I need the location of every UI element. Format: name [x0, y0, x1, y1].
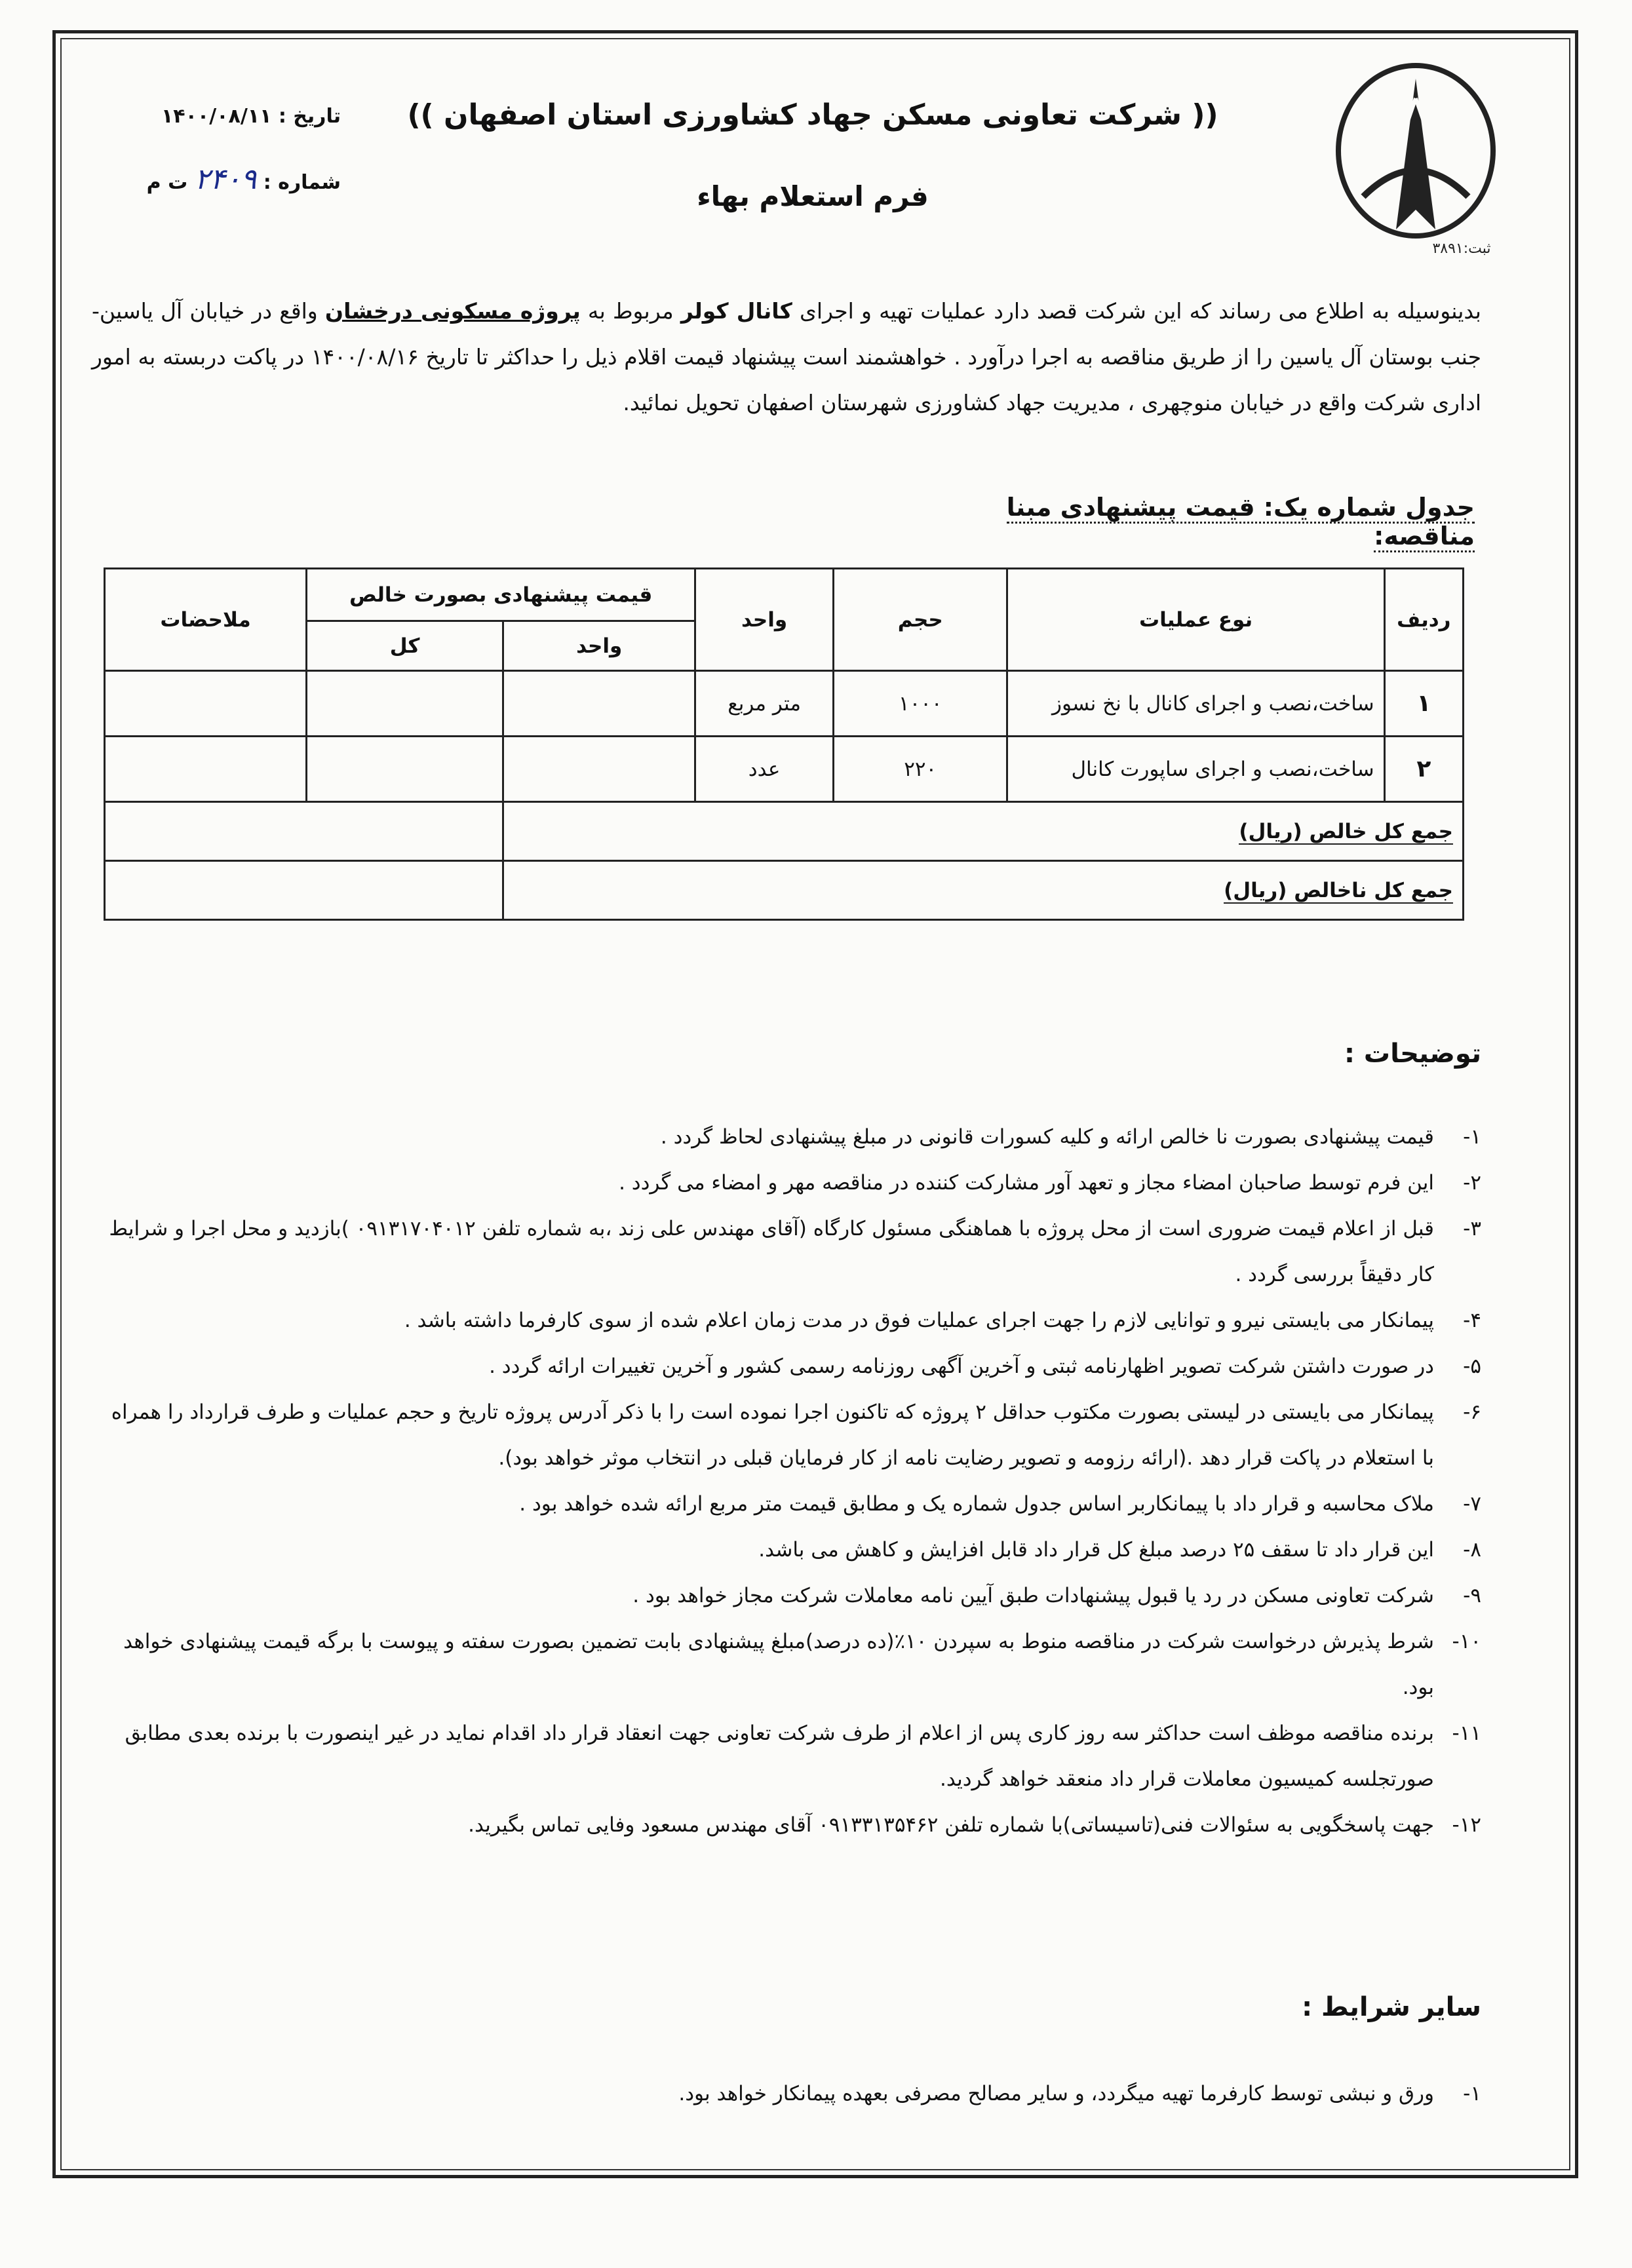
note-text: ملاک محاسبه و قرار داد با پیمانکاربر اساس جدول شماره یک و مطابق قیمت متر مربع ارائه شده خواهد بود .	[519, 1492, 1434, 1516]
form-title: فرم استعلام بهاء	[697, 180, 929, 212]
row-unit: متر مربع	[695, 671, 834, 737]
list-item	[105, 1573, 1481, 1619]
note-number: ۱-	[1463, 2082, 1481, 2105]
intro-project-item: کانال کولر	[680, 298, 792, 324]
list-item	[105, 1802, 1481, 1848]
note-number: ۴-	[1463, 1309, 1481, 1332]
notes-title: توضیحات :	[1344, 1039, 1481, 1069]
note-number: ۱-	[1463, 1125, 1481, 1149]
table-row	[105, 671, 1464, 737]
list-item	[105, 1389, 1481, 1481]
intro-paragraph	[92, 288, 1481, 426]
note-number: ۱۱-	[1452, 1721, 1481, 1745]
company-logo	[1317, 46, 1514, 262]
row-price-total	[307, 737, 503, 802]
total-net-row	[105, 802, 1464, 861]
header-price-unit: واحد	[503, 621, 695, 671]
list-item	[105, 1297, 1481, 1343]
row-operation: ساخت،نصب و اجرای کانال با نخ نسوز	[1007, 671, 1384, 737]
note-text: پیمانکار می بایستی نیرو و توانایی لازم را جهت اجرای عملیات فوق در مدت زمان اعلام شده از سوی کارفرما داشته باشد .	[404, 1309, 1434, 1332]
row-price-total	[307, 671, 503, 737]
list-item	[105, 1619, 1481, 1710]
note-text: پیمانکار می بایستی در لیستی بصورت مکتوب حداقل ۲ پروژه که تاکنون اجرا نموده است را با ذکر آدرس پروژه تاریخ و حجم عملیات و طرف قرارداد را همراه با استعلام در پاکت قرار دهد .(ارائه رزومه و تصویر رضایت نامه از کار فرمایان قبلی در انتخاب موثر خواهد بود).	[111, 1400, 1434, 1470]
header-unit: واحد	[695, 569, 834, 671]
note-text: قیمت پیشنهادی بصورت نا خالص ارائه و کلیه کسورات قانونی در مبلغ پیشنهادی لحاظ گردد .	[660, 1125, 1434, 1149]
logo-reg-number: ثبت:۳۸۹۱	[1432, 240, 1491, 257]
note-number: ۱۰-	[1452, 1630, 1481, 1653]
total-net-label	[503, 802, 1464, 861]
date-number-block	[131, 85, 341, 214]
note-text: شرط پذیرش درخواست شرکت در مناقصه منوط به سپردن ۱۰٪(ده درصد)مبلغ پیشنهادی بابت تضمین بصورت سفته و پیوست با برگه قیمت پیشنهادی خواهد بود.	[123, 1630, 1434, 1699]
header-row-no: ردیف	[1384, 569, 1463, 671]
date-label: تاریخ :	[278, 105, 341, 128]
row-no: ۲	[1384, 737, 1463, 802]
number-suffix: ت م	[146, 171, 188, 194]
other-conditions-title: سایر شرایط :	[1302, 1992, 1481, 2022]
header-operation: نوع عملیات	[1007, 569, 1384, 671]
intro-text-1: بدینوسیله به اطلاع می رساند که این شرکت قصد دارد عملیات تهیه و اجرای	[799, 298, 1481, 324]
intro-text-2: مربوط به	[587, 298, 674, 324]
note-text: قبل از اعلام قیمت ضروری است از محل پروژه با هماهنگی مسئول کارگاه (آقای مهندس علی زند ،به شماره تلفن ۰۹۱۳۱۷۰۴۰۱۲ )بازدید و محل اجرا و شرایط کار دقیقاً بررسی گردد .	[109, 1217, 1434, 1286]
list-item	[105, 2071, 1481, 2117]
table-title	[918, 493, 1475, 550]
total-net-value	[105, 802, 503, 861]
total-net-text: جمع کل خالص (ریال)	[1239, 819, 1453, 843]
number-value: ۲۴۰۹	[194, 163, 257, 196]
list-item	[105, 1710, 1481, 1802]
note-number: ۸-	[1463, 1538, 1481, 1562]
company-title: (( شرکت تعاونی مسکن جهاد کشاورزی استان اصفهان ))	[407, 98, 1218, 132]
note-text: این فرم توسط صاحبان امضاء مجاز و تعهد آور مشارکت کننده در مناقصه مهر و امضاء می گردد .	[619, 1171, 1434, 1195]
row-volume: ۱۰۰۰	[833, 671, 1007, 737]
date-value: ۱۴۰۰/۰۸/۱۱	[161, 105, 272, 128]
row-remarks	[105, 737, 307, 802]
list-item	[105, 1160, 1481, 1206]
row-volume: ۲۲۰	[833, 737, 1007, 802]
header-price-group: قیمت پیشنهادی بصورت خالص	[307, 569, 695, 621]
row-price-unit	[503, 671, 695, 737]
row-operation: ساخت،نصب و اجرای ساپورت کانال	[1007, 737, 1384, 802]
note-number: ۶-	[1463, 1400, 1481, 1424]
intro-project-name: پروژه مسکونی درخشان	[324, 298, 581, 324]
list-item	[105, 1114, 1481, 1160]
header-volume: حجم	[833, 569, 1007, 671]
note-number: ۱۲-	[1452, 1813, 1481, 1837]
number-label: شماره :	[263, 171, 341, 194]
row-price-unit	[503, 737, 695, 802]
note-text: ورق و نبشی توسط کارفرما تهیه میگردد، و سایر مصالح مصرفی بعهده پیمانکار خواهد بود.	[678, 2082, 1434, 2105]
list-item	[105, 1343, 1481, 1389]
row-no: ۱	[1384, 671, 1463, 737]
list-item	[105, 1206, 1481, 1297]
note-text: برنده مناقصه موظف است حداکثر سه روز کاری پس از اعلام از طرف شرکت تعاونی جهت انعقاد قرار داد اقدام نماید در غیر اینصورت با برنده بعدی مطابق صورتجلسه کمیسیون معاملات قرار داد منعقد خواهد گردید.	[125, 1721, 1434, 1791]
notes-list	[105, 1114, 1481, 1848]
header-price-total: کل	[307, 621, 503, 671]
note-text: جهت پاسخگویی به سئوالات فنی(تاسیساتی)با شماره تلفن ۰۹۱۳۳۱۳۵۴۶۲ آقای مهندس مسعود وفایی تماس بگیرید.	[468, 1813, 1434, 1837]
intro-text-3: واقع در خیابان آل یاسین-جنب بوستان آل یاسین را از طریق مناقصه به اجرا درآورد . خواهشمند است پیشنهاد قیمت اقلام ذیل را حداکثر تا تاریخ ۱۴۰۰/۰۸/۱۶ در پاکت دربسته به امور اداری شرکت واقع در خیابان منوچهری ، مدیریت جهاد کشاورزی شهرستان اصفهان تحویل نمائید.	[92, 298, 1481, 415]
list-item	[105, 1481, 1481, 1527]
note-number: ۲-	[1463, 1171, 1481, 1195]
note-text: شرکت تعاونی مسکن در رد یا قبول پیشنهادات طبق آیین نامه معاملات شرکت مجاز خواهد بود .	[632, 1584, 1434, 1607]
note-text: در صورت داشتن شرکت تصویر اظهارنامه ثبتی و آخرین آگهی روزنامه رسمی کشور و آخرین تغییرات ارائه گردد .	[489, 1355, 1434, 1378]
header-remarks: ملاحضات	[105, 569, 307, 671]
total-gross-value	[105, 861, 503, 920]
other-conditions-list	[105, 2071, 1481, 2117]
total-gross-row	[105, 861, 1464, 920]
note-number: ۵-	[1463, 1355, 1481, 1378]
note-number: ۹-	[1463, 1584, 1481, 1607]
table-title-text: جدول شماره یک: قیمت پیشنهادی مبنا مناقصه:	[1007, 493, 1475, 552]
total-gross-text: جمع کل ناخالص (ریال)	[1224, 878, 1453, 902]
note-number: ۷-	[1463, 1492, 1481, 1516]
table-row	[105, 737, 1464, 802]
row-remarks	[105, 671, 307, 737]
list-item	[105, 1527, 1481, 1573]
price-table	[104, 567, 1464, 921]
note-text: این قرار داد تا سقف ۲۵ درصد مبلغ کل قرار داد قابل افزایش و کاهش می باشد.	[758, 1538, 1434, 1562]
note-number: ۳-	[1463, 1217, 1481, 1240]
row-unit: عدد	[695, 737, 834, 802]
total-gross-label	[503, 861, 1464, 920]
